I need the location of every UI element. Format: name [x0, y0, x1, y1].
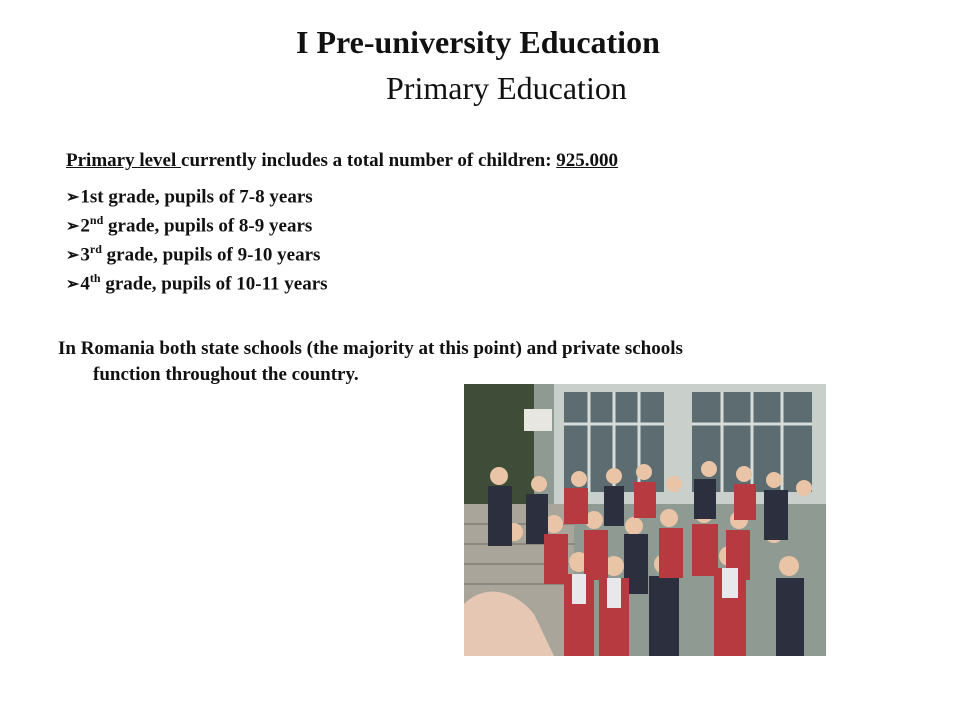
arrow-bullet-icon: ➢	[66, 189, 80, 207]
slide-subtitle: Primary Education	[386, 70, 627, 106]
grade-text: grade, pupils of 8-9 years	[103, 215, 313, 237]
grade-text: grade, pupils of 7-8 years	[103, 186, 313, 208]
children-count: 925.000	[556, 150, 619, 171]
paragraph-line-1: In Romania both state schools (the majority at this point) and private schools	[58, 338, 683, 359]
schools-paragraph	[58, 336, 683, 388]
arrow-bullet-icon: ➢	[66, 276, 80, 294]
grade-number: 3	[80, 244, 90, 266]
slide-title: I Pre-university Education	[296, 24, 660, 60]
paragraph-line-2: function throughout the country.	[93, 364, 359, 385]
grade-text: grade, pupils of 9-10 years	[101, 244, 321, 266]
intro-text: currently includes a total number of children:	[181, 150, 557, 171]
grade-number: 1st	[80, 186, 104, 208]
grade-item	[66, 238, 328, 267]
primary-level-label: Primary level	[66, 150, 182, 171]
grades-list	[66, 180, 328, 296]
intro-line	[66, 150, 618, 172]
grade-suffix: nd	[89, 213, 104, 227]
grade-item	[66, 209, 328, 238]
grade-item	[66, 180, 328, 209]
photo-illustration	[464, 384, 826, 656]
school-children-photo	[464, 384, 826, 656]
grade-text: grade, pupils of 10-11 years	[100, 273, 328, 295]
grade-suffix: th	[89, 271, 101, 285]
grade-suffix: rd	[89, 242, 102, 256]
grade-number: 4	[80, 273, 90, 295]
grade-number: 2	[80, 215, 90, 237]
arrow-bullet-icon: ➢	[66, 218, 80, 236]
arrow-bullet-icon: ➢	[66, 247, 80, 265]
grade-item	[66, 267, 328, 296]
